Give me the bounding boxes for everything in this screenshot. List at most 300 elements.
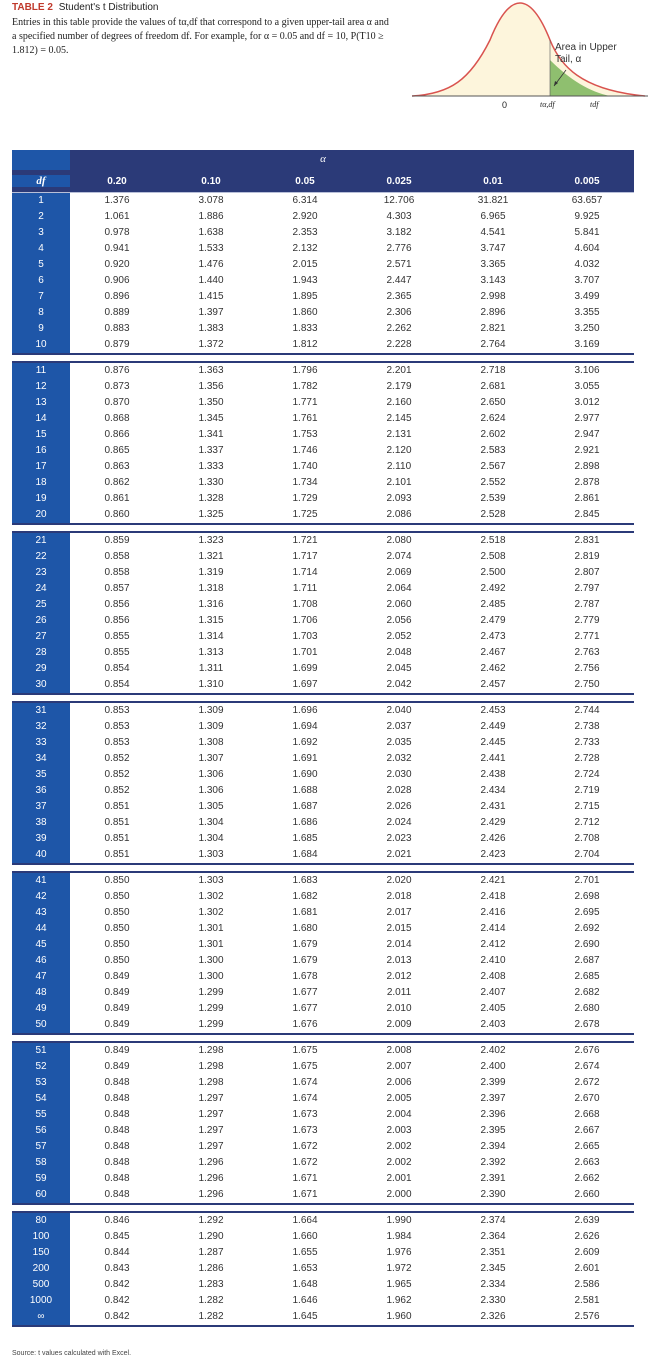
value-cell: 0.850 [104, 923, 130, 934]
value-cell: 3.707 [574, 275, 600, 286]
alpha-header-row [12, 150, 634, 170]
value-cell: 0.849 [104, 1019, 130, 1030]
value-cell: 2.030 [386, 769, 412, 780]
value-cell: 2.473 [480, 631, 506, 642]
value-cell: 2.712 [574, 817, 600, 828]
table-header [12, 2, 392, 58]
value-cell: 2.002 [386, 1141, 412, 1152]
value-cell: 2.567 [480, 461, 506, 472]
table-row [12, 953, 634, 969]
value-cell: 1.287 [198, 1247, 224, 1258]
table-row [12, 1155, 634, 1171]
value-cell: 2.015 [292, 259, 318, 270]
table-row [12, 1229, 634, 1245]
value-cell: 2.861 [574, 493, 600, 504]
value-cell: 0.848 [104, 1157, 130, 1168]
value-cell: 0.858 [104, 551, 130, 562]
value-cell: 1.316 [198, 599, 224, 610]
table-row [12, 491, 634, 507]
df-cell: 3 [12, 225, 70, 241]
value-cell: 1.304 [198, 817, 224, 828]
value-cell: 1.296 [198, 1157, 224, 1168]
table-label: TABLE 2 [12, 2, 53, 13]
table-row [12, 1091, 634, 1107]
value-cell: 1.694 [292, 721, 318, 732]
value-cell: 2.306 [386, 307, 412, 318]
value-cell: 1.674 [292, 1077, 318, 1088]
df-cell: 9 [12, 321, 70, 337]
value-cell: 0.848 [104, 1189, 130, 1200]
col-header: 0.20 [107, 175, 127, 187]
value-cell: 2.441 [480, 753, 506, 764]
value-cell: 1.692 [292, 737, 318, 748]
table-row [12, 1075, 634, 1091]
table-row [12, 1001, 634, 1017]
value-cell: 2.896 [480, 307, 506, 318]
value-cell: 1.286 [198, 1263, 224, 1274]
value-cell: 0.852 [104, 769, 130, 780]
value-cell: 2.718 [480, 365, 506, 376]
value-cell: 2.674 [574, 1061, 600, 1072]
value-cell: 1.721 [292, 535, 318, 546]
df-cell: 56 [12, 1123, 70, 1139]
value-cell: 2.831 [574, 535, 600, 546]
value-cell: 2.008 [386, 1045, 412, 1056]
table-row [12, 613, 634, 629]
df-cell: 24 [12, 581, 70, 597]
df-cell: 55 [12, 1107, 70, 1123]
value-cell: 1.696 [292, 705, 318, 716]
t-distribution-figure [410, 0, 650, 118]
value-cell: 2.017 [386, 907, 412, 918]
value-cell: 4.303 [386, 211, 412, 222]
table-row [12, 1017, 634, 1033]
value-cell: 2.744 [574, 705, 600, 716]
value-cell: 2.807 [574, 567, 600, 578]
value-cell: 1.310 [198, 679, 224, 690]
t-table [12, 150, 634, 1327]
value-cell: 12.706 [383, 195, 415, 206]
value-cell: 0.849 [104, 1003, 130, 1014]
value-cell: 2.179 [386, 381, 412, 392]
df-cell: 100 [12, 1229, 70, 1245]
value-cell: 1.671 [292, 1189, 318, 1200]
value-cell: 1.660 [292, 1231, 318, 1242]
df-cell: 6 [12, 273, 70, 289]
df-cell: 8 [12, 305, 70, 321]
table-row [12, 337, 634, 353]
df-cell: 20 [12, 507, 70, 523]
df-cell: 23 [12, 565, 70, 581]
value-cell: 1.397 [198, 307, 224, 318]
value-cell: 1.303 [198, 875, 224, 886]
value-cell: 2.845 [574, 509, 600, 520]
value-cell: 2.438 [480, 769, 506, 780]
table-row [12, 703, 634, 719]
df-cell: 60 [12, 1187, 70, 1203]
value-cell: 2.021 [386, 849, 412, 860]
value-cell: 2.012 [386, 971, 412, 982]
value-cell: 1.638 [198, 227, 224, 238]
value-cell: 3.365 [480, 259, 506, 270]
table-row [12, 905, 634, 921]
value-cell: 1.333 [198, 461, 224, 472]
df-cell: 44 [12, 921, 70, 937]
value-cell: 1.683 [292, 875, 318, 886]
df-cell: 41 [12, 873, 70, 889]
value-cell: 2.005 [386, 1093, 412, 1104]
value-cell: 1.306 [198, 769, 224, 780]
table-row [12, 321, 634, 337]
value-cell: 1.308 [198, 737, 224, 748]
table-row [12, 873, 634, 889]
value-cell: 1.812 [292, 339, 318, 350]
value-cell: 0.852 [104, 785, 130, 796]
table-row [12, 443, 634, 459]
value-cell: 1.833 [292, 323, 318, 334]
value-cell: 0.852 [104, 753, 130, 764]
value-cell: 1.476 [198, 259, 224, 270]
value-cell: 2.462 [480, 663, 506, 674]
table-row [12, 1245, 634, 1261]
value-cell: 2.421 [480, 875, 506, 886]
value-cell: 2.423 [480, 849, 506, 860]
df-cell: 49 [12, 1001, 70, 1017]
value-cell: 2.160 [386, 397, 412, 408]
df-cell: 18 [12, 475, 70, 491]
value-cell: 2.581 [574, 1295, 600, 1306]
value-cell: 0.870 [104, 397, 130, 408]
value-cell: 2.508 [480, 551, 506, 562]
table-row [12, 363, 634, 379]
source-note: Source: t values calculated with Excel. [12, 1350, 132, 1357]
value-cell: 1.699 [292, 663, 318, 674]
table-row [12, 1059, 634, 1075]
table-row [12, 645, 634, 661]
value-cell: 1.376 [104, 195, 130, 206]
value-cell: 2.145 [386, 413, 412, 424]
value-cell: 2.365 [386, 291, 412, 302]
table-row [12, 969, 634, 985]
value-cell: 1.300 [198, 955, 224, 966]
value-cell: 2.064 [386, 583, 412, 594]
value-cell: 1.672 [292, 1157, 318, 1168]
value-cell: 2.395 [480, 1125, 506, 1136]
df-cell: 28 [12, 645, 70, 661]
df-cell: 42 [12, 889, 70, 905]
df-cell: 54 [12, 1091, 70, 1107]
value-cell: 2.020 [386, 875, 412, 886]
value-cell: 0.853 [104, 737, 130, 748]
df-cell: 22 [12, 549, 70, 565]
value-cell: 2.819 [574, 551, 600, 562]
value-cell: 0.857 [104, 583, 130, 594]
df-cell: 14 [12, 411, 70, 427]
value-cell: 0.848 [104, 1093, 130, 1104]
value-cell: 1.303 [198, 849, 224, 860]
df-cell: 39 [12, 831, 70, 847]
value-cell: 1.415 [198, 291, 224, 302]
value-cell: 0.842 [104, 1295, 130, 1306]
table-row [12, 427, 634, 443]
value-cell: 0.853 [104, 721, 130, 732]
area-upper-tail-label: Area in Upper Tail, α [555, 42, 617, 65]
value-cell: 1.315 [198, 615, 224, 626]
value-cell: 2.035 [386, 737, 412, 748]
value-cell: 1.309 [198, 721, 224, 732]
table-row [12, 751, 634, 767]
table-row [12, 225, 634, 241]
value-cell: 1.318 [198, 583, 224, 594]
value-cell: 4.604 [574, 243, 600, 254]
value-cell: 0.859 [104, 535, 130, 546]
value-cell: 1.960 [386, 1311, 412, 1322]
df-cell: 1000 [12, 1293, 70, 1309]
value-cell: 31.821 [477, 195, 509, 206]
value-cell: 1.653 [292, 1263, 318, 1274]
value-cell: 0.850 [104, 875, 130, 886]
df-cell: 38 [12, 815, 70, 831]
value-cell: 2.391 [480, 1173, 506, 1184]
table-row [12, 831, 634, 847]
value-cell: 2.571 [386, 259, 412, 270]
table-row [12, 1139, 634, 1155]
df-cell: 4 [12, 241, 70, 257]
value-cell: 3.078 [198, 195, 224, 206]
value-cell: 2.457 [480, 679, 506, 690]
value-cell: 2.080 [386, 535, 412, 546]
table-block [12, 1211, 634, 1327]
df-cell: 50 [12, 1017, 70, 1033]
value-cell: 1.680 [292, 923, 318, 934]
df-cell: 10 [12, 337, 70, 353]
value-cell: 1.341 [198, 429, 224, 440]
value-cell: 1.301 [198, 939, 224, 950]
value-cell: 1.296 [198, 1189, 224, 1200]
value-cell: 2.500 [480, 567, 506, 578]
value-cell: 2.374 [480, 1215, 506, 1226]
value-cell: 2.701 [574, 875, 600, 886]
df-cell: 40 [12, 847, 70, 863]
value-cell: 2.586 [574, 1279, 600, 1290]
df-cell: 32 [12, 719, 70, 735]
col-header: 0.005 [574, 175, 600, 187]
value-cell: 1.646 [292, 1295, 318, 1306]
value-cell: 0.846 [104, 1215, 130, 1226]
value-cell: 2.040 [386, 705, 412, 716]
value-cell: 0.850 [104, 891, 130, 902]
value-cell: 2.015 [386, 923, 412, 934]
table-row [12, 1107, 634, 1123]
table-row [12, 937, 634, 953]
value-cell: 2.977 [574, 413, 600, 424]
value-cell: 0.854 [104, 679, 130, 690]
value-cell: 0.868 [104, 413, 130, 424]
value-cell: 1.685 [292, 833, 318, 844]
value-cell: 2.692 [574, 923, 600, 934]
df-cell: 12 [12, 379, 70, 395]
value-cell: 0.856 [104, 599, 130, 610]
value-cell: 2.010 [386, 1003, 412, 1014]
value-cell: 2.060 [386, 599, 412, 610]
value-cell: 1.283 [198, 1279, 224, 1290]
value-cell: 1.711 [292, 583, 318, 594]
value-cell: 0.849 [104, 1045, 130, 1056]
value-cell: 1.350 [198, 397, 224, 408]
value-cell: 1.740 [292, 461, 318, 472]
value-cell: 1.684 [292, 849, 318, 860]
df-cell: 11 [12, 363, 70, 379]
value-cell: 1.440 [198, 275, 224, 286]
value-cell: 1.299 [198, 1003, 224, 1014]
table-row [12, 581, 634, 597]
value-cell: 1.307 [198, 753, 224, 764]
df-cell: 51 [12, 1043, 70, 1059]
value-cell: 2.414 [480, 923, 506, 934]
df-cell: 58 [12, 1155, 70, 1171]
value-cell: 1.697 [292, 679, 318, 690]
value-cell: 2.405 [480, 1003, 506, 1014]
df-cell: 26 [12, 613, 70, 629]
value-cell: 0.853 [104, 705, 130, 716]
value-cell: 1.282 [198, 1295, 224, 1306]
value-cell: 1.297 [198, 1093, 224, 1104]
value-cell: 2.947 [574, 429, 600, 440]
value-cell: 2.032 [386, 753, 412, 764]
value-cell: 2.353 [292, 227, 318, 238]
value-cell: 3.250 [574, 323, 600, 334]
table-row [12, 305, 634, 321]
value-cell: 2.750 [574, 679, 600, 690]
table-row [12, 1277, 634, 1293]
value-cell: 1.706 [292, 615, 318, 626]
table-row [12, 1043, 634, 1059]
value-cell: 2.601 [574, 1263, 600, 1274]
value-cell: 0.842 [104, 1279, 130, 1290]
value-cell: 9.925 [574, 211, 600, 222]
value-cell: 1.679 [292, 955, 318, 966]
df-cell: 46 [12, 953, 70, 969]
value-cell: 3.499 [574, 291, 600, 302]
table-row [12, 209, 634, 225]
value-cell: 1.305 [198, 801, 224, 812]
value-cell: 1.309 [198, 705, 224, 716]
value-cell: 2.797 [574, 583, 600, 594]
value-cell: 2.878 [574, 477, 600, 488]
value-cell: 1.314 [198, 631, 224, 642]
table-row [12, 661, 634, 677]
table-row [12, 735, 634, 751]
value-cell: 0.849 [104, 987, 130, 998]
value-cell: 1.297 [198, 1125, 224, 1136]
value-cell: 1.672 [292, 1141, 318, 1152]
value-cell: 2.609 [574, 1247, 600, 1258]
value-cell: 2.668 [574, 1109, 600, 1120]
value-cell: 1.701 [292, 647, 318, 658]
value-cell: 0.844 [104, 1247, 130, 1258]
value-cell: 2.262 [386, 323, 412, 334]
value-cell: 2.351 [480, 1247, 506, 1258]
table-row [12, 1293, 634, 1309]
value-cell: 1.714 [292, 567, 318, 578]
value-cell: 2.056 [386, 615, 412, 626]
value-cell: 1.725 [292, 509, 318, 520]
value-cell: 1.296 [198, 1173, 224, 1184]
value-cell: 2.201 [386, 365, 412, 376]
value-cell: 1.297 [198, 1141, 224, 1152]
value-cell: 2.009 [386, 1019, 412, 1030]
value-cell: 0.883 [104, 323, 130, 334]
df-cell: 43 [12, 905, 70, 921]
value-cell: 1.299 [198, 987, 224, 998]
value-cell: 2.345 [480, 1263, 506, 1274]
value-cell: 4.032 [574, 259, 600, 270]
value-cell: 1.372 [198, 339, 224, 350]
table-name: Student's t Distribution [58, 2, 159, 13]
table-row [12, 1171, 634, 1187]
value-cell: 2.665 [574, 1141, 600, 1152]
value-cell: 2.518 [480, 535, 506, 546]
value-cell: 1.734 [292, 477, 318, 488]
value-cell: 1.645 [292, 1311, 318, 1322]
value-cell: 2.447 [386, 275, 412, 286]
df-cell: 16 [12, 443, 70, 459]
df-cell: 7 [12, 289, 70, 305]
value-cell: 3.182 [386, 227, 412, 238]
value-cell: 2.678 [574, 1019, 600, 1030]
value-cell: 2.429 [480, 817, 506, 828]
df-cell: 53 [12, 1075, 70, 1091]
value-cell: 2.326 [480, 1311, 506, 1322]
value-cell: 2.920 [292, 211, 318, 222]
value-cell: 1.671 [292, 1173, 318, 1184]
table-block [12, 701, 634, 865]
value-cell: 2.003 [386, 1125, 412, 1136]
value-cell: 2.394 [480, 1141, 506, 1152]
value-cell: 1.690 [292, 769, 318, 780]
value-cell: 2.042 [386, 679, 412, 690]
df-cell: 21 [12, 533, 70, 549]
value-cell: 0.860 [104, 509, 130, 520]
value-cell: 0.842 [104, 1311, 130, 1322]
value-cell: 0.862 [104, 477, 130, 488]
value-cell: 1.655 [292, 1247, 318, 1258]
table-row [12, 1187, 634, 1203]
df-cell: 33 [12, 735, 70, 751]
value-cell: 1.311 [198, 663, 224, 674]
df-cell: ∞ [12, 1309, 70, 1325]
value-cell: 2.397 [480, 1093, 506, 1104]
table-block [12, 361, 634, 525]
zero-label: 0 [502, 100, 508, 110]
table-row [12, 273, 634, 289]
value-cell: 1.337 [198, 445, 224, 456]
value-cell: 2.492 [480, 583, 506, 594]
value-cell: 3.355 [574, 307, 600, 318]
value-cell: 2.921 [574, 445, 600, 456]
value-cell: 0.855 [104, 647, 130, 658]
table-row [12, 799, 634, 815]
value-cell: 2.001 [386, 1173, 412, 1184]
value-cell: 3.012 [574, 397, 600, 408]
value-cell: 2.998 [480, 291, 506, 302]
value-cell: 2.676 [574, 1045, 600, 1056]
value-cell: 2.626 [574, 1231, 600, 1242]
df-cell: 45 [12, 937, 70, 953]
value-cell: 6.965 [480, 211, 506, 222]
value-cell: 1.061 [104, 211, 130, 222]
df-cell: 17 [12, 459, 70, 475]
